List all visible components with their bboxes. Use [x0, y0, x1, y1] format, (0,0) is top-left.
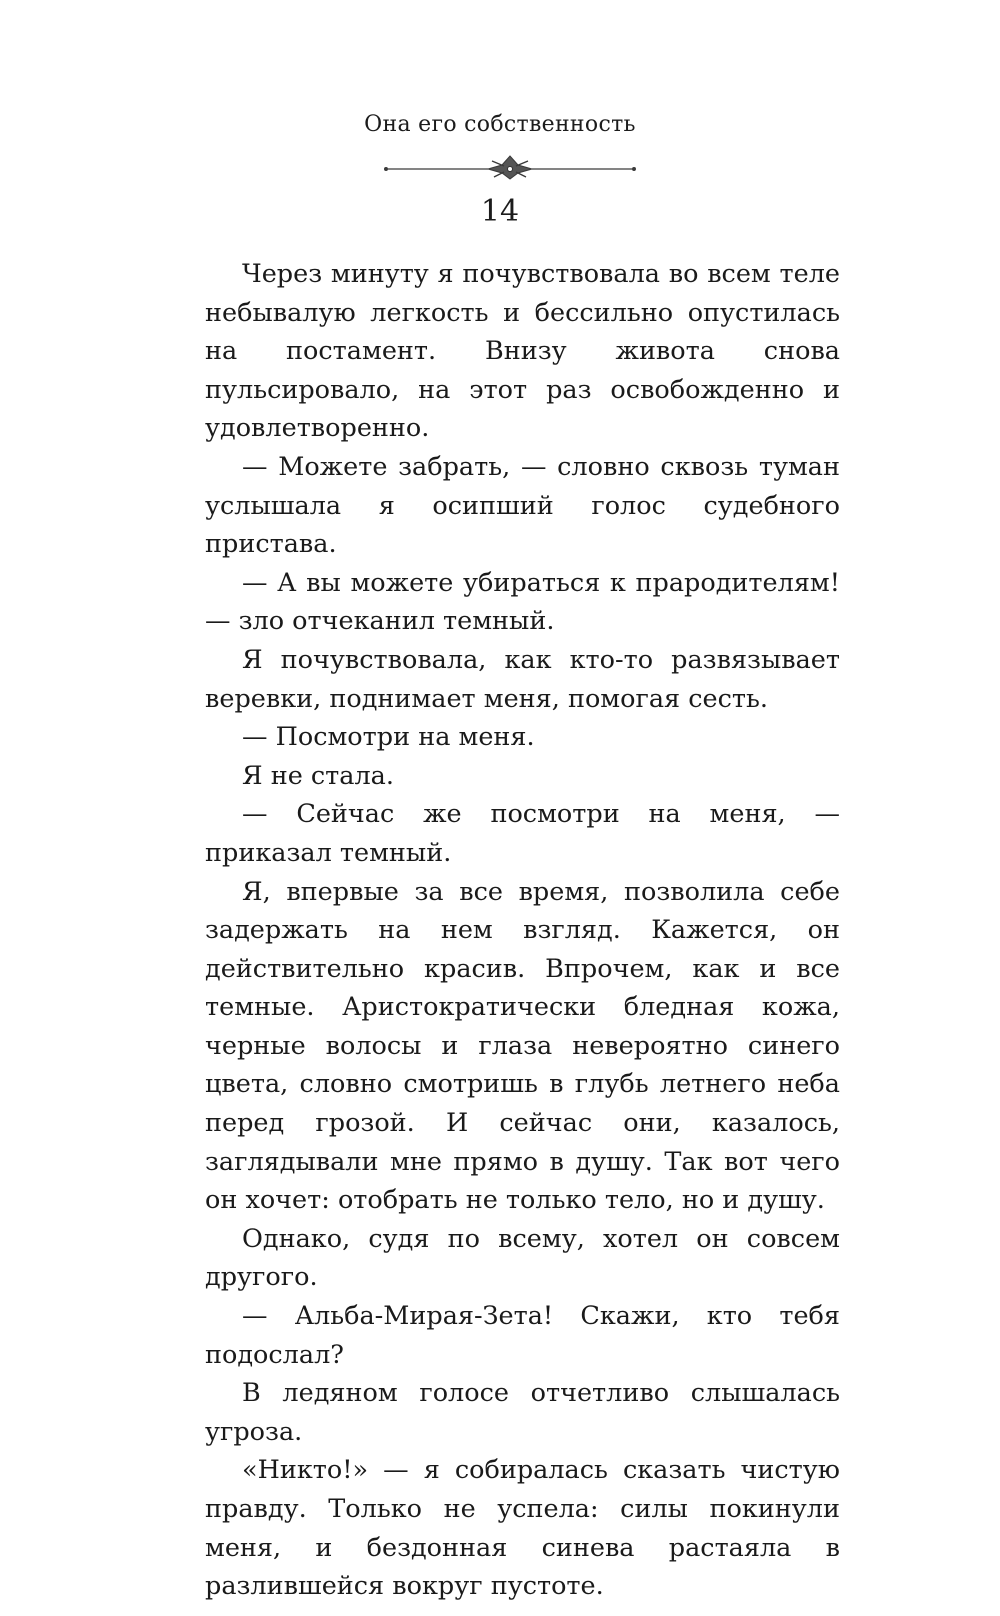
running-head: Она его собственность: [364, 112, 636, 137]
decorative-divider-icon: [380, 150, 640, 184]
paragraph: Я, впервые за все время, позволила себе задержать на нем взгляд. Кажется, он действительно красив. Впрочем, как и все темные. Аристократически бледная кожа, черные волосы и глаза невероятно синего цвета, словно смотришь в глубь летнего неба перед грозой. И сейчас они, казалось, заглядывали мне прямо в душу. Так вот чего он хочет: отобрать не только тело, но и душу.: [205, 876, 840, 1216]
paragraph: — Посмотри на меня.: [242, 722, 535, 753]
paragraph: Я не стала.: [242, 760, 394, 791]
paragraph: — А вы можете убираться к прародителям! — зло отчеканил темный.: [205, 567, 840, 637]
body-text: [205, 255, 840, 1606]
paragraph: — Альба-Мирая-Зета! Скажи, кто тебя подослал?: [205, 1301, 840, 1370]
paragraph: Через минуту я почувствовала во всем теле небывалую легкость и бессильно опустилась на постамент. Внизу живота снова пульсировало, на этот раз освобожденно и удовлетворенно.: [205, 259, 840, 444]
paragraph: В ледяном голосе отчетливо слышалась угроза.: [205, 1378, 840, 1447]
paragraph: Я почувствовала, как кто-то развязывает веревки, поднимает меня, помогая сесть.: [205, 644, 840, 714]
paragraph: «Никто!» — я собиралась сказать чистую правду. Только не успела: силы покинули меня, и бездонная синева растаяла в разлившейся вокруг пустоте.: [205, 1455, 840, 1602]
page-number: 14: [480, 194, 520, 229]
paragraph: Однако, судя по всему, хотел он совсем другого.: [205, 1223, 840, 1293]
paragraph: — Сейчас же посмотри на меня, — приказал темный.: [205, 799, 840, 868]
paragraph: — Можете забрать, — словно сквозь туман услышала я осипший голос судебного пристава.: [205, 451, 840, 560]
